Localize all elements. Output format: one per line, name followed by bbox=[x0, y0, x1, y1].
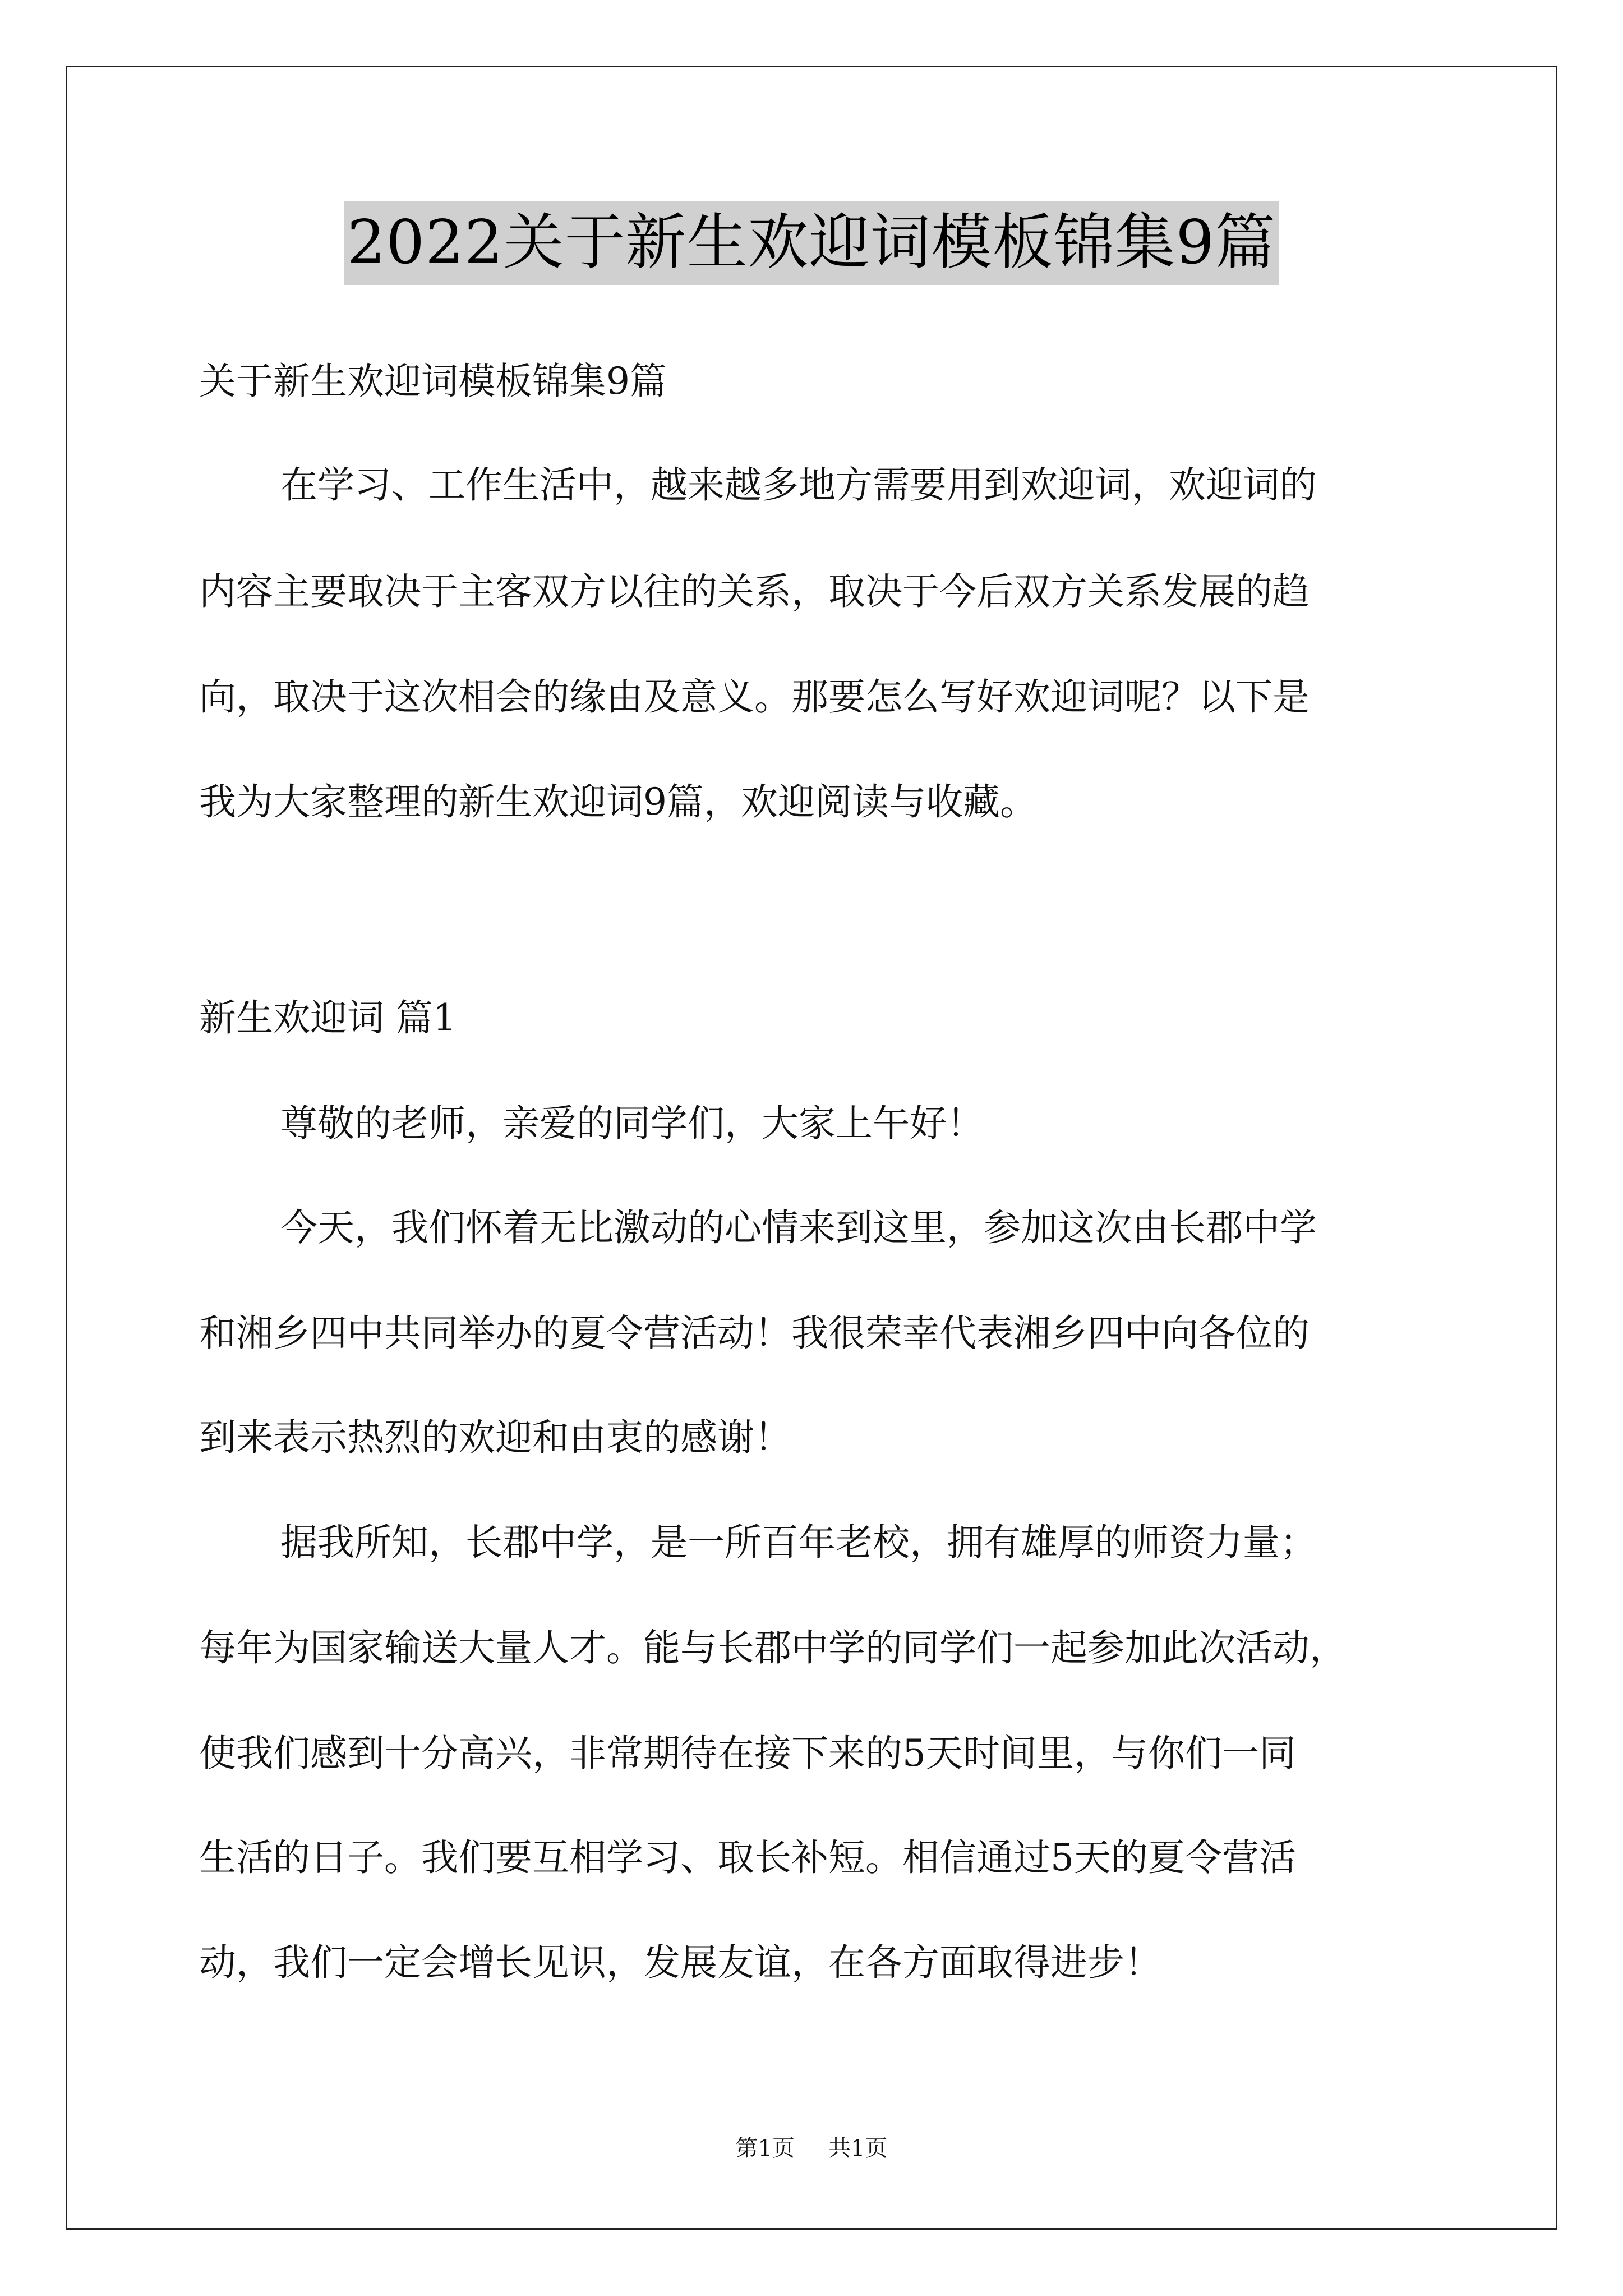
intro-line: 在学习、工作生活中，越来越多地方需要用到欢迎词，欢迎词的 bbox=[280, 463, 1317, 507]
document-subtitle: 关于新生欢迎词模板锦集9篇 bbox=[199, 360, 667, 403]
intro-line: 向，取决于这次相会的缘由及意义。那要怎么写好欢迎词呢？以下是 bbox=[199, 675, 1310, 719]
paragraph-line: 每年为国家输送大量人才。能与长郡中学的同学们一起参加此次活动， bbox=[199, 1626, 1347, 1669]
paragraph-line: 生活的日子。我们要互相学习、取长补短。相信通过5天的夏令营活 bbox=[199, 1836, 1296, 1879]
paragraph-line: 和湘乡四中共同举办的夏令营活动！我很荣幸代表湘乡四中向各位的 bbox=[199, 1312, 1310, 1355]
document-title: 2022关于新生欢迎词模板锦集9篇 bbox=[344, 201, 1280, 285]
page-number: 第1页 bbox=[735, 2136, 795, 2161]
greeting-line: 尊敬的老师，亲爱的同学们，大家上午好！ bbox=[280, 1102, 984, 1145]
intro-line: 内容主要取决于主客双方以往的关系，取决于今后双方关系发展的趋 bbox=[199, 570, 1310, 613]
intro-line: 我为大家整理的新生欢迎词9篇，欢迎阅读与收藏。 bbox=[199, 780, 1037, 823]
paragraph-line: 使我们感到十分高兴，非常期待在接下来的5天时间里，与你们一同 bbox=[199, 1732, 1296, 1775]
paragraph-line: 据我所知，长郡中学，是一所百年老校，拥有雄厚的师资力量； bbox=[280, 1521, 1317, 1564]
section-heading: 新生欢迎词 篇1 bbox=[199, 996, 457, 1039]
paragraph-line: 到来表示热烈的欢迎和由衷的感谢！ bbox=[199, 1416, 791, 1459]
title-container bbox=[0, 201, 1623, 285]
paragraph-line: 动，我们一定会增长见识，发展友谊，在各方面取得进步！ bbox=[199, 1941, 1161, 1984]
paragraph-line: 今天，我们怀着无比激动的心情来到这里，参加这次由长郡中学 bbox=[280, 1206, 1317, 1249]
page-total: 共1页 bbox=[828, 2136, 888, 2161]
page-footer bbox=[0, 2132, 1623, 2165]
